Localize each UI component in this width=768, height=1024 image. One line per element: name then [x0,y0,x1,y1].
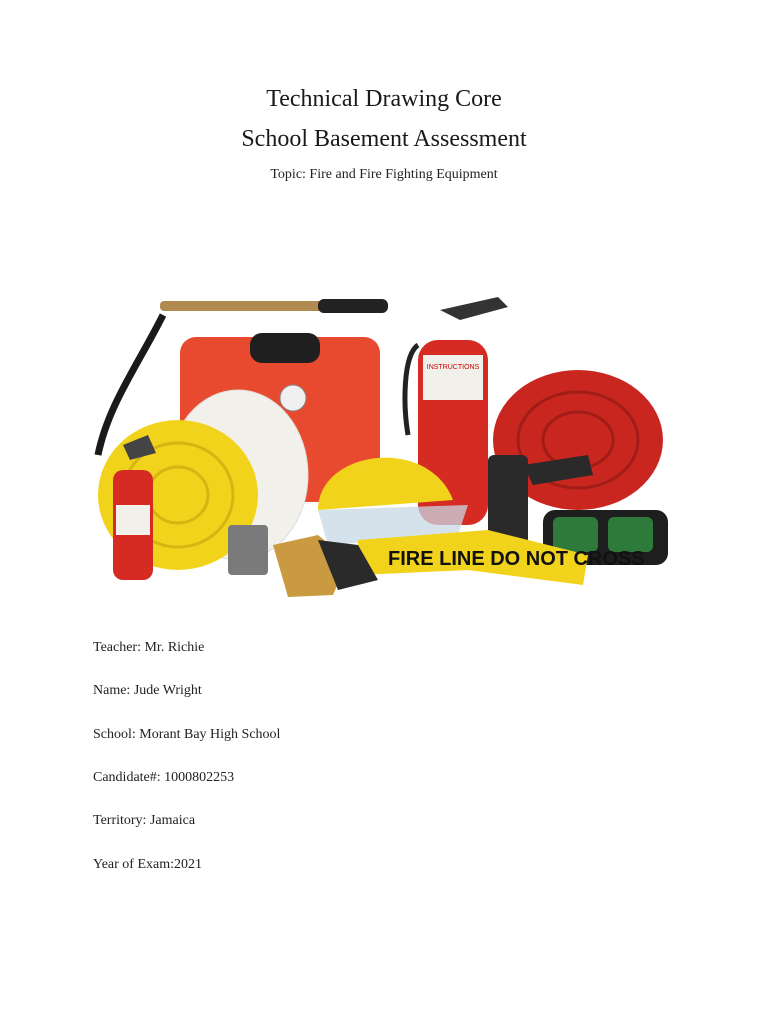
page-subtitle: School Basement Assessment [241,126,527,152]
topic-line: Topic: Fire and Fire Fighting Equipment [270,167,498,182]
small-extinguisher-label [116,505,150,535]
hose-coupling [228,525,268,575]
extinguisher-hose [405,345,418,435]
page-title: Technical Drawing Core [266,86,502,112]
extinguisher-label-panel [423,355,483,400]
candidate-line: Candidate#: 1000802253 [93,770,235,785]
tank-cap [250,333,320,363]
nozzle-grip [318,299,388,313]
goggle-lens-right [608,517,653,552]
exam-year-line: Year of Exam:2021 [93,857,203,872]
territory-line: Territory: Jamaica [93,813,196,828]
school-line: School: Morant Bay High School [93,727,281,742]
caution-tape-text: FIRE LINE DO NOT CROSS [388,548,645,570]
extinguisher-label-text: INSTRUCTIONS [426,364,480,371]
teacher-line: Teacher: Mr. Richie [93,640,205,655]
extinguisher-handle [440,297,508,320]
goggle-lens-left [553,517,598,552]
fire-equipment-illustration [88,285,688,605]
tank-emblem [280,385,306,411]
name-line: Name: Jude Wright [93,683,202,698]
